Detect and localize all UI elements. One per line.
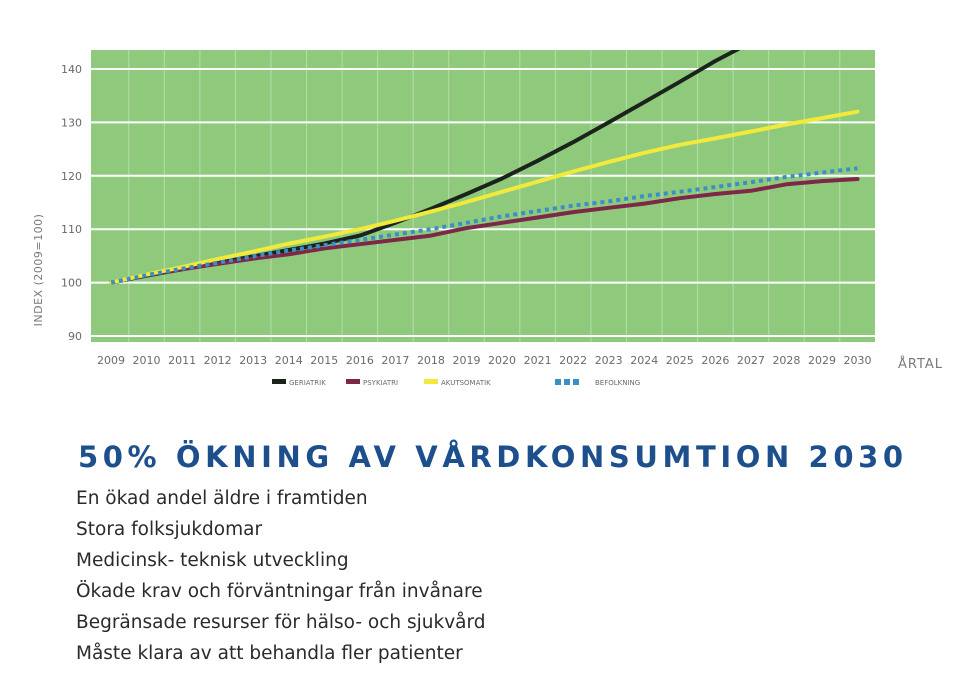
y-tick-label: 90 bbox=[68, 330, 82, 343]
legend-swatch bbox=[424, 379, 438, 384]
x-tick-labels bbox=[97, 354, 872, 367]
list-item: En ökad andel äldre i framtiden bbox=[76, 488, 368, 509]
bullet-list bbox=[76, 483, 486, 669]
legend-swatch bbox=[272, 379, 286, 384]
y-tick-labels bbox=[61, 63, 82, 343]
list-item: Begränsade resurser för hälso- och sjukvård bbox=[76, 612, 486, 633]
x-tick-label: 2025 bbox=[665, 354, 694, 367]
x-tick-label: 2020 bbox=[488, 354, 517, 367]
x-tick-label: 2021 bbox=[523, 354, 552, 367]
x-tick-label: 2015 bbox=[310, 354, 339, 367]
x-tick-label: 2016 bbox=[345, 354, 374, 367]
x-tick-label: 2018 bbox=[416, 354, 445, 367]
x-tick-label: 2012 bbox=[203, 354, 232, 367]
legend-swatch bbox=[346, 379, 360, 384]
y-tick-label: 120 bbox=[61, 169, 82, 183]
x-axis-title: ÅRTAL bbox=[898, 357, 944, 372]
legend-label: AKUTSOMATIK bbox=[441, 379, 491, 387]
x-tick-label: 2027 bbox=[736, 354, 765, 367]
list-item: Måste klara av att behandla fler patienter bbox=[76, 643, 463, 664]
y-tick-label: 100 bbox=[61, 276, 82, 290]
legend bbox=[272, 379, 640, 387]
x-tick-label: 2024 bbox=[630, 354, 659, 367]
legend-swatch bbox=[573, 379, 579, 385]
x-tick-label: 2030 bbox=[843, 354, 872, 367]
legend-label: PSYKIATRI bbox=[363, 379, 399, 387]
headline: 50% ÖKNING AV VÅRDKONSUMTION 2030 bbox=[78, 440, 908, 474]
x-tick-label: 2011 bbox=[168, 354, 197, 367]
legend-swatch bbox=[555, 379, 561, 385]
y-tick-label: 140 bbox=[61, 63, 82, 76]
x-tick-label: 2010 bbox=[132, 354, 161, 367]
x-tick-label: 2013 bbox=[239, 354, 268, 367]
y-axis-title: INDEX (2009=100) bbox=[32, 213, 45, 327]
legend-label: GERIATRIK bbox=[289, 379, 326, 387]
x-tick-label: 2014 bbox=[274, 354, 303, 367]
list-item: Stora folksjukdomar bbox=[76, 519, 263, 540]
list-item: Ökade krav och förväntningar från invånare bbox=[76, 581, 483, 602]
x-tick-label: 2017 bbox=[381, 354, 410, 367]
y-tick-label: 110 bbox=[61, 223, 82, 237]
x-tick-label: 2029 bbox=[808, 354, 836, 367]
x-tick-label: 2009 bbox=[97, 354, 125, 367]
x-tick-label: 2026 bbox=[701, 354, 730, 367]
x-tick-label: 2023 bbox=[594, 354, 623, 367]
list-item: Medicinsk- teknisk utveckling bbox=[76, 550, 349, 571]
x-tick-label: 2019 bbox=[452, 354, 481, 367]
legend-swatch bbox=[564, 379, 570, 385]
legend-label: BEFOLKNING bbox=[595, 379, 641, 387]
x-tick-label: 2028 bbox=[772, 354, 801, 367]
y-tick-label: 130 bbox=[61, 116, 82, 130]
x-tick-label: 2022 bbox=[559, 354, 588, 367]
